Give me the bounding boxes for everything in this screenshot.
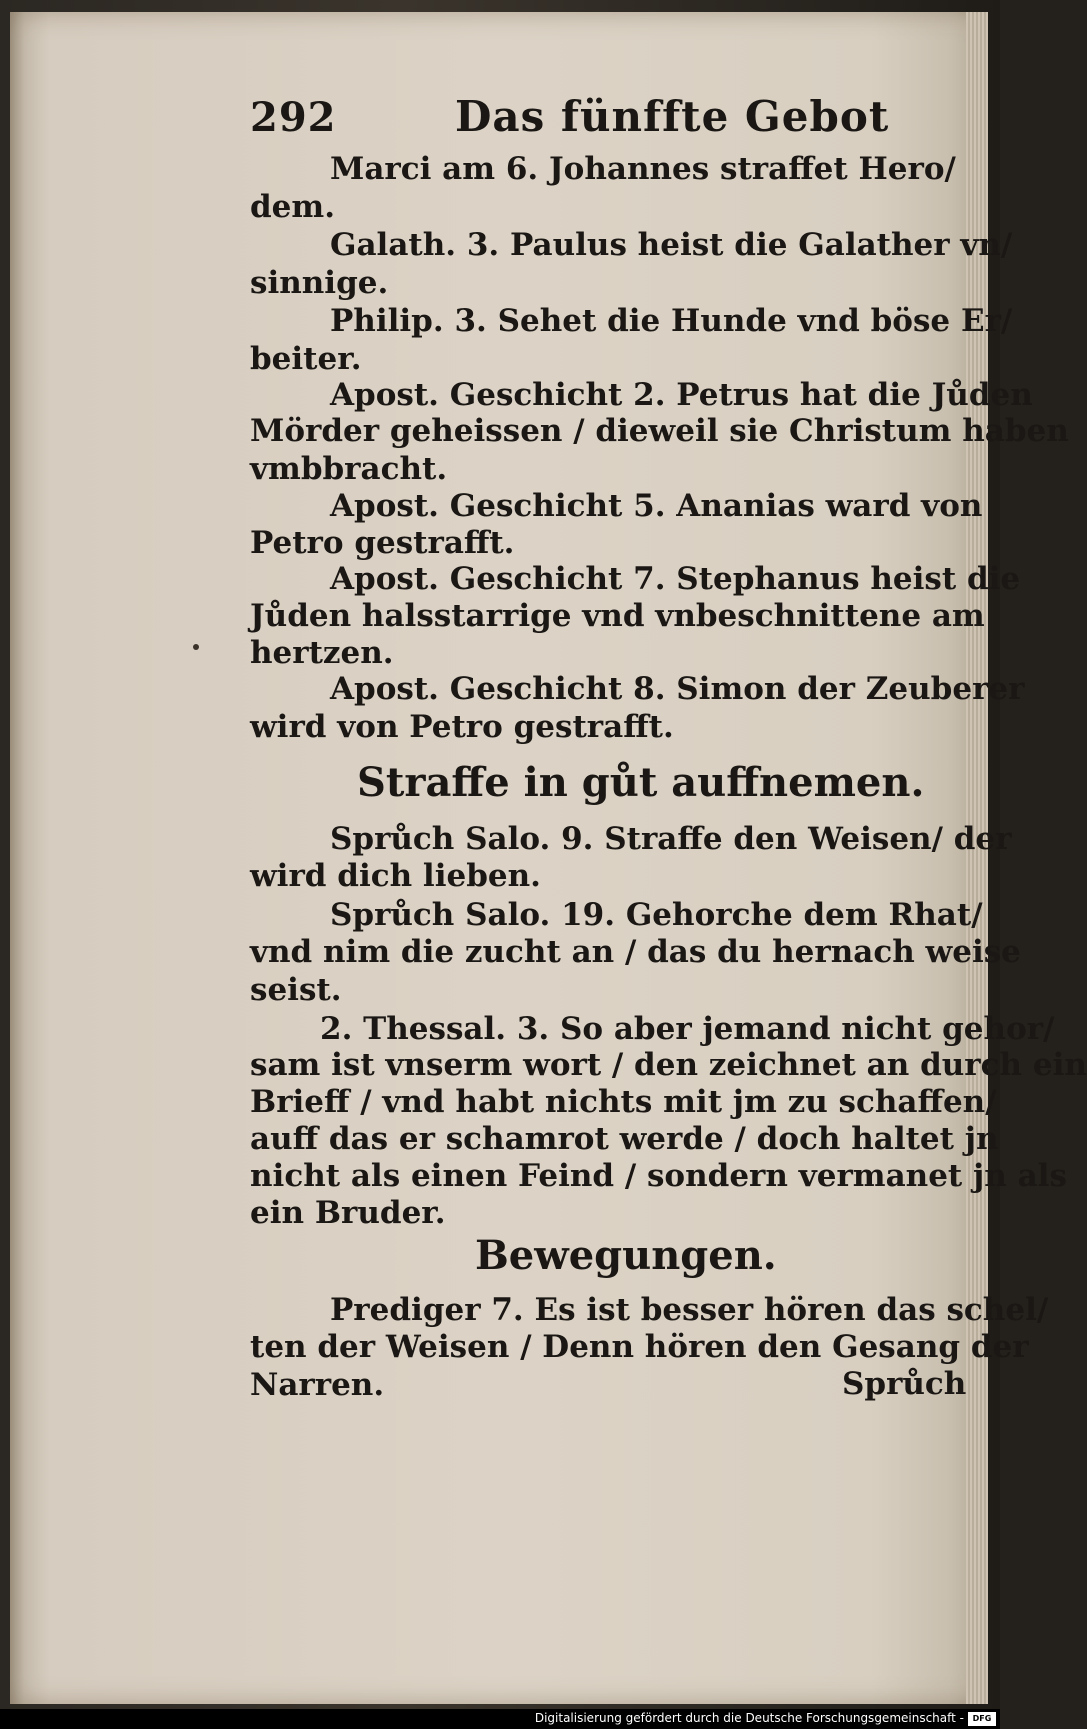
text-line: nicht als einen Feind / sondern vermanet jn als <box>250 1158 1067 1194</box>
section-heading: Bewegungen. <box>475 1232 777 1279</box>
footer-credit: Digitalisierung gefördert durch die Deutsche Forschungsgemeinschaft - <box>534 1711 964 1725</box>
running-head: Das fünffte Gebot <box>455 92 890 141</box>
text-line: Mörder geheissen / dieweil sie Christum haben <box>250 413 1069 449</box>
text-line: sam ist vnserm wort / den zeichnet an durch ein <box>250 1047 1087 1083</box>
text-line: Brieff / vnd habt nichts mit jm zu schaffen/ <box>250 1084 997 1120</box>
text-line: Apost. Geschicht 7. Stephanus heist die <box>330 561 1021 597</box>
page-header <box>250 94 950 144</box>
text-line: hertzen. <box>250 635 394 671</box>
dfg-logo: DFG <box>968 1712 996 1726</box>
text-line: auff das er schamrot werde / doch haltet jn <box>250 1121 999 1157</box>
text-line: Jůden halsstarrige vnd vnbeschnittene am <box>250 598 985 634</box>
catchword: Sprůch <box>842 1366 967 1402</box>
text-line: Sprůch Salo. 19. Gehorche dem Rhat/ <box>330 897 983 933</box>
text-line: Sprůch Salo. 9. Straffe den Weisen/ der <box>330 821 1012 857</box>
text-line: seist. <box>250 972 342 1008</box>
text-line: Apost. Geschicht 2. Petrus hat die Jůden <box>330 377 1033 413</box>
text-line: wird dich lieben. <box>250 858 541 894</box>
page-number: 292 <box>250 94 337 141</box>
text-line: Apost. Geschicht 5. Ananias ward von <box>330 488 983 524</box>
text-line: ein Bruder. <box>250 1195 446 1231</box>
footer-bar <box>0 1709 1000 1729</box>
text-line: Prediger 7. Es ist besser hören das schel/ <box>330 1292 1049 1328</box>
text-line: vnd nim die zucht an / das du hernach weise <box>250 934 1021 970</box>
text-line: sinnige. <box>250 265 389 301</box>
text-line: dem. <box>250 189 335 225</box>
text-line: wird von Petro gestrafft. <box>250 709 674 745</box>
text-line: Philip. 3. Sehet die Hunde vnd böse Er/ <box>330 303 1013 339</box>
text-line: beiter. <box>250 341 362 377</box>
text-line: Marci am 6. Johannes straffet Hero/ <box>330 151 956 187</box>
section-heading: Straffe in gůt auffnemen. <box>357 759 925 806</box>
text-line: Apost. Geschicht 8. Simon der Zeuberer <box>330 671 1025 707</box>
text-line: Petro gestrafft. <box>250 525 515 561</box>
text-line: vmbbracht. <box>250 451 448 487</box>
text-line: 2. Thessal. 3. So aber jemand nicht gehor/ <box>320 1011 1055 1047</box>
text-line: Narren. <box>250 1367 385 1403</box>
text-line: Galath. 3. Paulus heist die Galather vn/ <box>330 227 1013 263</box>
text-line: ten der Weisen / Denn hören den Gesang der <box>250 1329 1029 1365</box>
